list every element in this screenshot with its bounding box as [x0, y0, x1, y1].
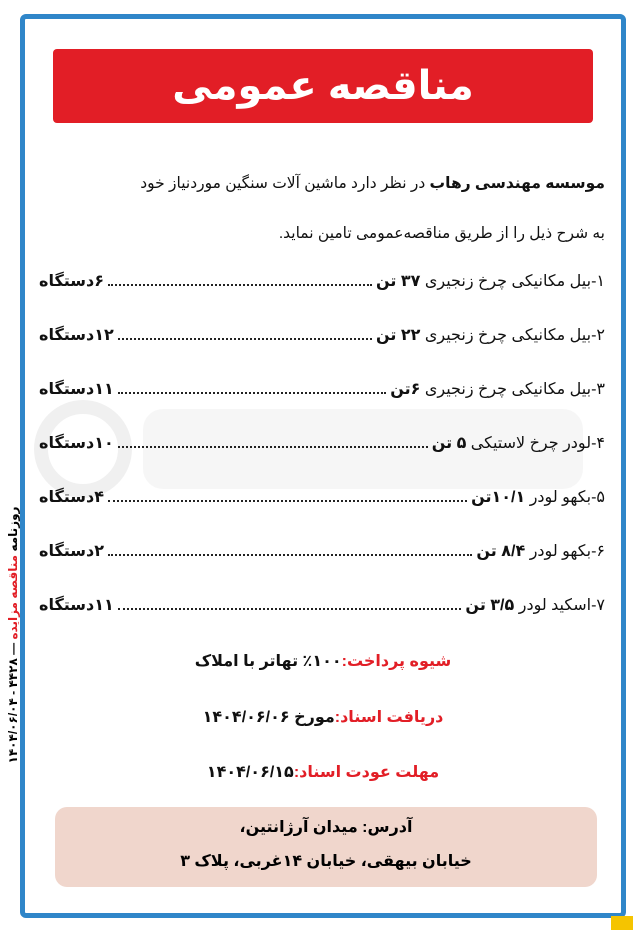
item-desc: ۴-لودر چرخ لاستیکی ۵ تن	[431, 435, 605, 452]
payment-value: ۱۰۰٪ تهاتر با املاک	[194, 653, 342, 670]
deadline-value: ۱۴۰۴/۰۶/۱۵	[206, 764, 294, 781]
item-desc: ۵-بکهو لودر ۱۰/۱تن	[471, 489, 605, 506]
list-item	[39, 325, 605, 355]
receive-label: دریافت اسناد:	[334, 709, 444, 726]
payment-label: شیوه پرداخت:	[341, 653, 452, 670]
page-title: مناقصه عمومی	[53, 49, 593, 123]
dotted-leader	[108, 488, 467, 502]
org-name: موسسه مهندسی رهاب	[429, 175, 605, 192]
item-qty: ۱۱دستگاه	[39, 597, 114, 614]
deadline-label: مهلت عودت اسناد:	[293, 764, 440, 781]
item-qty: ۱۱دستگاه	[39, 381, 114, 398]
list-item	[39, 595, 605, 625]
item-desc: ۷-اسکید لودر ۳/۵ تن	[465, 597, 605, 614]
item-qty: ۶دستگاه	[39, 273, 104, 290]
item-desc: ۳-بیل مکانیکی چرخ زنجیری ۶تن	[390, 381, 605, 398]
receive-line	[25, 707, 621, 727]
dotted-leader	[118, 434, 428, 448]
brand-name: مناقصه مزایده	[6, 554, 20, 640]
item-qty: ۱۰دستگاه	[39, 435, 114, 452]
address-box	[55, 807, 597, 887]
item-desc: ۶-بکهو لودر ۸/۴ تن	[476, 543, 605, 560]
intro-text	[39, 159, 605, 259]
list-item	[39, 433, 605, 463]
ad-frame	[20, 14, 626, 918]
payment-line	[25, 651, 621, 671]
list-item	[39, 487, 605, 517]
item-qty: ۲دستگاه	[39, 543, 104, 560]
item-desc: ۲-بیل مکانیکی چرخ زنجیری ۲۲ تن	[376, 327, 605, 344]
dotted-leader	[118, 326, 372, 340]
list-item	[39, 541, 605, 571]
intro-line2: به شرح ذیل را از طریق مناقصه‌عمومی تامین نماید.	[278, 225, 605, 242]
item-qty: ۱۲دستگاه	[39, 327, 114, 344]
item-desc: ۱-بیل مکانیکی چرخ زنجیری ۳۷ تن	[376, 273, 605, 290]
list-item	[39, 271, 605, 301]
dotted-leader	[108, 542, 472, 556]
intro-line1: در نظر دارد ماشین آلات سنگین موردنیاز خود	[140, 175, 430, 192]
deadline-line	[25, 762, 621, 782]
item-qty: ۴دستگاه	[39, 489, 104, 506]
corner-mark	[611, 916, 633, 930]
receive-value: مورخ ۱۴۰۴/۰۶/۰۶	[202, 709, 335, 726]
dotted-leader	[118, 596, 462, 610]
issue-info: — ۴۴۲۸ - ۱۴۰۴/۰۶/۰۴	[6, 642, 20, 764]
dotted-leader	[118, 380, 386, 394]
list-item	[39, 379, 605, 409]
address-line1: آدرس: میدان آرژانتین،	[239, 819, 413, 836]
address-line2: خیابان بیهقی، خیابان ۱۴غربی، پلاک ۳	[180, 853, 472, 870]
paper-name: روزنامه	[6, 506, 20, 552]
dotted-leader	[108, 272, 372, 286]
